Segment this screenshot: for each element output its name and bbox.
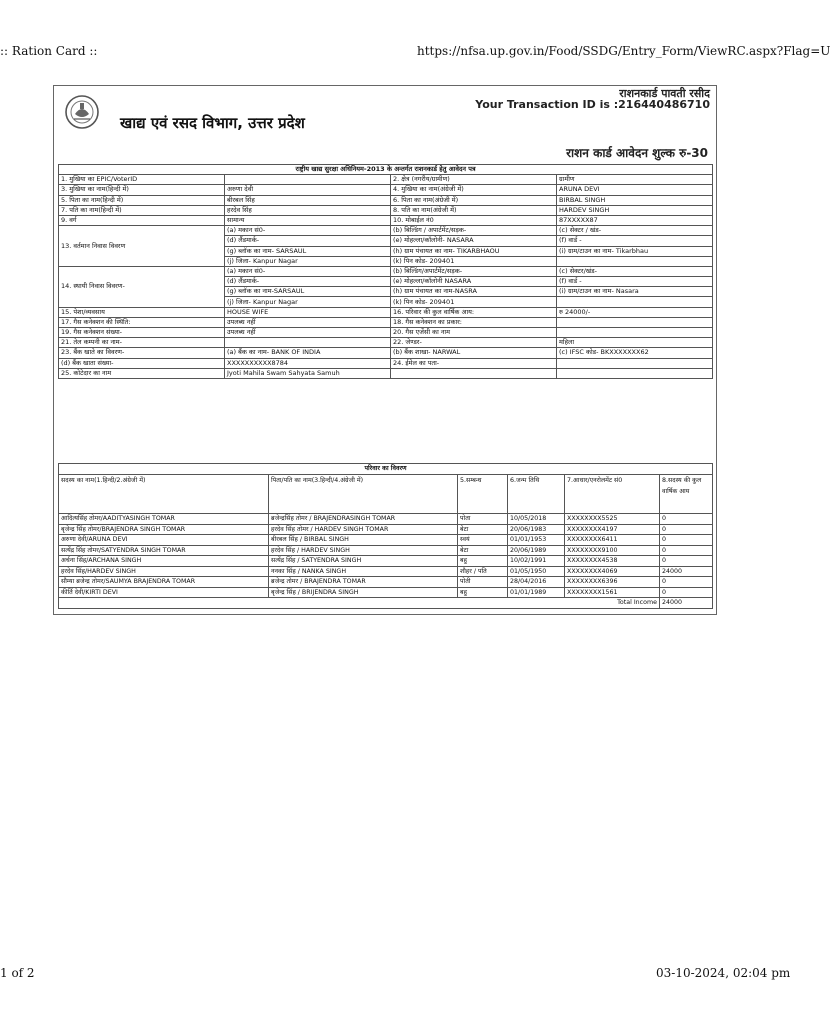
column-header: 8.सदस्य की कुल वार्षिक आय — [660, 475, 713, 514]
table-cell: XXXXXXXX9100 — [565, 545, 660, 556]
table-cell: आदित्यसिंह तोमर/AADITYASINGH TOMAR — [59, 514, 269, 525]
table-cell: ननका सिंह / NANKA SINGH — [269, 566, 458, 577]
field-label: 18. गैस कनेक्शन का प्रकार: — [391, 317, 557, 327]
table-cell: 24000 — [660, 566, 713, 577]
receipt-title: राशनकार्ड पावती रसीद — [619, 87, 710, 100]
table-cell: 20/06/1983 — [508, 524, 565, 535]
field-value: XXXXXXXXXX8784 — [225, 358, 391, 368]
table-cell: 0 — [660, 524, 713, 535]
field-label: 19. गैस कनेक्शन संख्या- — [59, 328, 225, 338]
field-value: सामान्य — [225, 215, 391, 225]
address-field: (j) जिला- Kanpur Nagar — [225, 256, 391, 266]
column-header: सदस्य का नाम(1.हिन्दी/2.अंग्रेजी में) — [59, 475, 269, 514]
table-cell: XXXXXXXX4069 — [565, 566, 660, 577]
department-name: खाद्य एवं रसद विभाग, उत्तर प्रदेश — [120, 114, 305, 132]
table-cell: बृजेन्द्र सिंह तोमर/BRAJENDRA SINGH TOMAR — [59, 524, 269, 535]
application-fee: राशन कार्ड आवेदन शुल्क रु-30 — [566, 146, 708, 160]
field-value: (c) IFSC कोड- BKXXXXXXX62 — [557, 348, 713, 358]
field-label: 10. मोबाईल नं0 — [391, 215, 557, 225]
address-field: (c) सेक्टर/खंड- — [557, 266, 713, 276]
field-value: उपलब्ध नहीं — [225, 328, 391, 338]
column-header: पिता/पति का नाम(3.हिन्दी/4.अंग्रेजी में) — [269, 475, 458, 514]
table-cell: XXXXXXXX4538 — [565, 556, 660, 567]
ration-card-receipt — [53, 85, 717, 615]
table-cell: बहु — [458, 587, 508, 598]
form-row — [59, 358, 713, 368]
form-row — [59, 338, 713, 348]
table-cell: पोती — [458, 577, 508, 588]
table-cell: ब्रजेन्द्रसिंह तोमर / BRAJENDRASINGH TOMAR — [269, 514, 458, 525]
field-label: 1. मुखिया का EPIC/VoterID — [59, 175, 225, 185]
table-cell: हरदेव सिंह तोमर / HARDEV SINGH TOMAR — [269, 524, 458, 535]
field-label: (b) बैंक शाखा- NARWAL — [391, 348, 557, 358]
address-field: (h) ग्राम पंचायत का नाम- TIKARBHAOU — [391, 246, 557, 256]
table-cell: बेटा — [458, 545, 508, 556]
form-row — [59, 328, 713, 338]
field-value: ARUNA DEVI — [557, 185, 713, 195]
table-cell: सत्येंद्र सिंह / SATYENDRA SINGH — [269, 556, 458, 567]
family-section-title: परिवार का विवरण — [59, 464, 713, 475]
table-row — [59, 566, 713, 577]
table-cell: अर्चना सिंह/ARCHANA SINGH — [59, 556, 269, 567]
field-label: 24. ईमेल का पता- — [391, 358, 557, 368]
table-row — [59, 577, 713, 588]
field-value: महिला — [557, 338, 713, 348]
table-cell: 0 — [660, 514, 713, 525]
field-value — [225, 175, 391, 185]
field-label: 21. तेल कम्पनी का नाम- — [59, 338, 225, 348]
browser-page-url[interactable]: https://nfsa.up.gov.in/Food/SSDG/Entry_Form/ViewRC.aspx?Flag=U — [417, 44, 830, 58]
address-field: (c) सेक्टर / खंड- — [557, 226, 713, 236]
table-cell: 10/02/1991 — [508, 556, 565, 567]
field-value: HARDEV SINGH — [557, 205, 713, 215]
total-income-value: 24000 — [660, 598, 713, 609]
table-cell: हरदेव सिंह / HARDEV SINGH — [269, 545, 458, 556]
address-field: (h) ग्राम पंचायत का नाम-NASRA — [391, 287, 557, 297]
table-cell: 01/01/1989 — [508, 587, 565, 598]
form-row — [59, 348, 713, 358]
field-label: 25. कोटेदार का नाम — [59, 368, 225, 378]
field-value — [557, 317, 713, 327]
address-field: (j) जिला- Kanpur Nagar — [225, 297, 391, 307]
column-header: 5.सम्बन्ध — [458, 475, 508, 514]
field-value: Jyoti Mahila Swam Sahyata Samuh — [225, 368, 391, 378]
form-row — [59, 175, 713, 185]
field-label: 9. वर्ग — [59, 215, 225, 225]
table-cell: शौहर / पति — [458, 566, 508, 577]
table-cell: 28/04/2016 — [508, 577, 565, 588]
address-field: (d) लैंडमार्क- — [225, 236, 391, 246]
column-header: 7.आधार/एनरोलमेंट सं0 — [565, 475, 660, 514]
table-row — [59, 524, 713, 535]
form-table-title: राष्ट्रीय खाद्य सुरक्षा अधिनियम-2013 के अन्तर्गत राशनकार्ड हेतु आवेदन पत्र — [59, 165, 713, 175]
field-label: 16. परिवार की कुल वार्षिक आय: — [391, 307, 557, 317]
application-details-table — [58, 164, 713, 379]
field-value — [225, 338, 391, 348]
table-row — [59, 587, 713, 598]
current-address-row — [59, 226, 713, 236]
field-value — [557, 358, 713, 368]
form-row — [59, 205, 713, 215]
field-value — [557, 368, 713, 378]
address-label: 13. वर्तमान निवास विवरण — [59, 226, 225, 267]
table-cell: बेटा — [458, 524, 508, 535]
table-cell: बहु — [458, 556, 508, 567]
address-field — [557, 256, 713, 266]
table-cell: हरदेव सिंह/HARDEV SINGH — [59, 566, 269, 577]
address-field: (g) ब्लॉक का नाम- SARSAUL — [225, 246, 391, 256]
field-label: (d) बैंक खाता संख्या- — [59, 358, 225, 368]
field-value: HOUSE WIFE — [225, 307, 391, 317]
table-cell: XXXXXXXX5525 — [565, 514, 660, 525]
field-value: (a) बैंक का नाम- BANK OF INDIA — [225, 348, 391, 358]
field-label: 4. मुखिया का नाम(अंग्रेजी में) — [391, 185, 557, 195]
field-label: 17. गैस कनेक्शन की स्थिति: — [59, 317, 225, 327]
total-income-label: Total Income — [59, 598, 660, 609]
transaction-id: Your Transaction ID is :216440486710 — [475, 98, 710, 111]
form-row — [59, 307, 713, 317]
table-cell: बृजेन्द्र सिंह / BRIJENDRA SINGH — [269, 587, 458, 598]
table-cell: सत्येंद्र सिंह तोमर/SATYENDRA SINGH TOMAR — [59, 545, 269, 556]
table-cell: कीर्ति देवी/KIRTI DEVI — [59, 587, 269, 598]
form-row — [59, 368, 713, 378]
table-cell: XXXXXXXX6396 — [565, 577, 660, 588]
field-value: बीरबल सिंह — [225, 195, 391, 205]
table-cell: XXXXXXXX4197 — [565, 524, 660, 535]
field-value: रु 24000/- — [557, 307, 713, 317]
permanent-address-row — [59, 266, 713, 276]
address-field — [557, 297, 713, 307]
field-value — [557, 328, 713, 338]
address-field: (f) वार्ड - — [557, 277, 713, 287]
field-label: 7. पति का नाम(हिन्दी में) — [59, 205, 225, 215]
field-label — [391, 368, 557, 378]
address-field: (b) बिल्डिंग / अपार्टमेंट/सड़क- — [391, 226, 557, 236]
form-row — [59, 317, 713, 327]
address-field: (a) मकान सं0- — [225, 266, 391, 276]
field-value: ग्रामीण — [557, 175, 713, 185]
field-label: 15. पेशा/व्यवसाय — [59, 307, 225, 317]
table-cell: स्वयं — [458, 535, 508, 546]
address-field: (i) ग्राम/टाउन का नाम- Tikarbhau — [557, 246, 713, 256]
field-label: 5. पिता का नाम(हिन्दी में) — [59, 195, 225, 205]
table-cell: 0 — [660, 535, 713, 546]
field-label: 2. क्षेत्र (नगरीय/ग्रामीण) — [391, 175, 557, 185]
field-label: 6. पिता का नाम(अंग्रेजी में) — [391, 195, 557, 205]
print-datetime: 03-10-2024, 02:04 pm — [656, 966, 791, 980]
page-number: 1 of 2 — [0, 966, 35, 980]
family-details-table — [58, 463, 713, 609]
table-row — [59, 545, 713, 556]
table-cell: XXXXXXXX1561 — [565, 587, 660, 598]
table-row — [59, 514, 713, 525]
address-field: (k) पिन कोड- 209401 — [391, 297, 557, 307]
table-cell: ब्रजेन्द्र तोमर / BRAJENDRA TOMAR — [269, 577, 458, 588]
address-field: (k) पिन कोड- 209401 — [391, 256, 557, 266]
table-cell: 0 — [660, 587, 713, 598]
table-cell: 0 — [660, 577, 713, 588]
table-cell: बीरबल सिंह / BIRBAL SINGH — [269, 535, 458, 546]
table-cell: 20/06/1989 — [508, 545, 565, 556]
field-label: 8. पति का नाम(अंग्रेजी में) — [391, 205, 557, 215]
address-field: (e) मोहल्ला/कॉलोनी NASARA — [391, 277, 557, 287]
up-government-emblem-icon — [64, 94, 100, 130]
table-cell: 0 — [660, 545, 713, 556]
address-field: (b) बिल्डिंग/अपार्टमेंट/सड़क- — [391, 266, 557, 276]
field-label: 3. मुखिया का नाम(हिन्दी में) — [59, 185, 225, 195]
address-field: (g) ब्लॉक का नाम-SARSAUL — [225, 287, 391, 297]
address-field: (i) ग्राम/टाउन का नाम- Nasara — [557, 287, 713, 297]
address-field: (f) वार्ड - — [557, 236, 713, 246]
form-row — [59, 185, 713, 195]
form-row — [59, 195, 713, 205]
field-value: हरदेव सिंह — [225, 205, 391, 215]
table-row — [59, 535, 713, 546]
form-row — [59, 215, 713, 225]
table-row — [59, 556, 713, 567]
address-field: (a) मकान सं0- — [225, 226, 391, 236]
field-value: अरुणा देवी — [225, 185, 391, 195]
field-value: 87XXXXX87 — [557, 215, 713, 225]
table-cell: 10/05/2018 — [508, 514, 565, 525]
address-field: (e) मोहल्ला/कॉलोनी- NASARA — [391, 236, 557, 246]
address-field: (d) लैंडमार्क- — [225, 277, 391, 287]
browser-page-title: :: Ration Card :: — [0, 44, 98, 58]
column-header: 6.जन्म तिथि — [508, 475, 565, 514]
field-value: BIRBAL SINGH — [557, 195, 713, 205]
table-cell: पोता — [458, 514, 508, 525]
table-cell: XXXXXXXX6411 — [565, 535, 660, 546]
field-value: उपलब्ध नहीं — [225, 317, 391, 327]
field-label: 23. बैंक खाते का विवरण- — [59, 348, 225, 358]
table-cell: 01/01/1953 — [508, 535, 565, 546]
field-label: 20. गैस एजेंसी का नाम — [391, 328, 557, 338]
address-label: 14. स्थायी निवास विवरण- — [59, 266, 225, 307]
table-cell: 01/05/1950 — [508, 566, 565, 577]
table-cell: अरुणा देवी/ARUNA DEVI — [59, 535, 269, 546]
table-cell: सौम्या ब्रजेन्द्र तोमर/SAUMYA BRAJENDRA TOMAR — [59, 577, 269, 588]
field-label: 22. जेण्डर- — [391, 338, 557, 348]
table-cell: 0 — [660, 556, 713, 567]
